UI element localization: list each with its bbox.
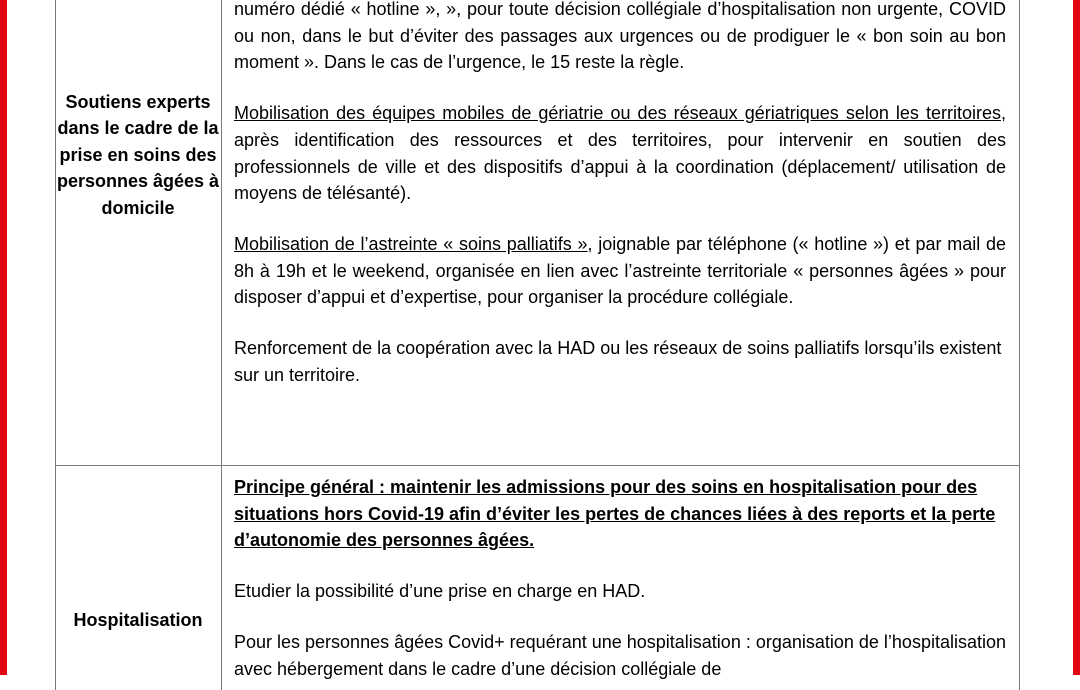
table-border-right bbox=[1019, 0, 1020, 690]
right-red-border bbox=[1073, 0, 1080, 675]
underlined-heading: Mobilisation de l’astreinte « soins palliatifs » bbox=[234, 233, 588, 254]
column-divider bbox=[221, 0, 222, 690]
row-body-hospitalisation bbox=[234, 474, 1006, 682]
paragraph-covid-plus: Pour les personnes âgées Covid+ requérant une hospitalisation : organisation de l’hospitalisation avec hébergement dans le cadre d’une décision collégiale de bbox=[234, 631, 1006, 679]
paragraph-equipes-mobiles: Mobilisation des équipes mobiles de gériatrie ou des réseaux gériatriques selon les territoires, après identification des ressources et des territoires, pour intervenir en soutien des professionnels de ville et des dispositifs d’appui à la coordination (déplacement/ utilisation de moyens de télésanté). bbox=[234, 103, 1006, 204]
paragraph-cooperation-had: Renforcement de la coopération avec la HAD ou les réseaux de soins palliatifs lorsqu’ils existent sur un territoire. bbox=[234, 338, 1002, 385]
row-label-hospitalisation: Hospitalisation bbox=[73, 609, 203, 630]
row-body-soutiens-experts bbox=[234, 0, 1006, 388]
paragraph-hotline: numéro dédié « hotline », », pour toute décision collégiale d’hospitalisation non urgente, COVID ou non, dans le but d’éviter des passages aux urgences ou de prodiguer le « bon soin au bon moment ». Dans le cas de l’urgence, le 15 reste la règle. bbox=[234, 0, 1006, 73]
row-divider bbox=[55, 465, 1020, 466]
measures-table bbox=[55, 0, 1020, 690]
row-label-soutiens-experts: Soutiens experts dans le cadre de la prise en soins des personnes âgées à domicile bbox=[56, 91, 220, 218]
left-red-border bbox=[0, 0, 7, 675]
underlined-heading: Mobilisation des équipes mobiles de gériatrie ou des réseaux gériatriques selon les territoires bbox=[234, 103, 1001, 124]
paragraph-principe-general: Principe général : maintenir les admissions pour des soins en hospitalisation pour des situations hors Covid-19 afin d’éviter les pertes de chances liées à des reports et la perte d’autonomie des personnes âgées. bbox=[234, 477, 996, 551]
paragraph-astreinte-palliatifs: Mobilisation de l’astreinte « soins palliatifs », joignable par téléphone (« hotline ») et par mail de 8h à 19h et le weekend, organisée en lien avec l’astreinte territoriale « personnes âgées » pour disposer d’appui et d’expertise, pour organiser la procédure collégiale. bbox=[234, 233, 1006, 308]
paragraph-had: Etudier la possibilité d’une prise en charge en HAD. bbox=[234, 581, 646, 602]
